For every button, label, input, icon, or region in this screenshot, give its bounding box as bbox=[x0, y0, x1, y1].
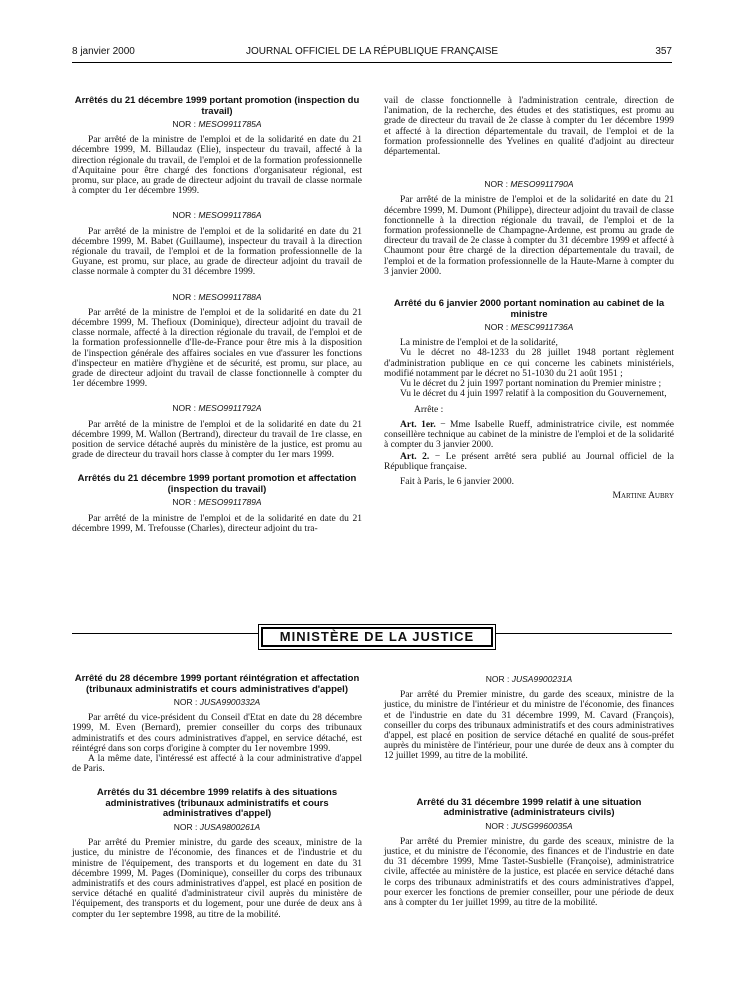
page-header bbox=[72, 46, 672, 60]
nor-reference: NOR : MESC9911736A bbox=[484, 322, 574, 333]
section-title: Arrêté du 6 janvier 2000 portant nomination au cabinet de la ministre bbox=[393, 298, 665, 320]
visa-paragraph: Vu le décret du 4 juin 1997 relatif à la composition du Gouvernement, bbox=[400, 389, 667, 400]
nor-reference: NOR : MESO9911790A bbox=[484, 179, 574, 190]
nor-reference: NOR : JUSA9800261A bbox=[173, 821, 261, 832]
section-title: Arrêté du 28 décembre 1999 portant réintégration et affectation (tribunaux administratifs et cours administratives d'appel) bbox=[74, 673, 360, 695]
nor-reference: NOR : MESO9911785A bbox=[172, 119, 262, 129]
issue-date: 8 janvier 2000 bbox=[72, 46, 135, 57]
header-rule bbox=[72, 62, 672, 63]
decree-paragraph: Par arrêté de la ministre de l'emploi et de la solidarité en date du 21 décembre 1999, M. Babet (Guillaume), inspecteur du travail à la direction régionale du travail, de l'emploi et de la formation professionnelle de la Guyane, est promu, sur place, au grade de directeur adjoint du travail de classe normale à compter du 31 décembre 1999. bbox=[72, 226, 362, 278]
decree-paragraph: Par arrêté du vice-président du Conseil d'Etat en date du 28 décembre 1999, M. Even (Bernard), premier conseiller du corps des tribunaux administratifs et des cours administratives d'appel, en service détaché, est réintégré dans son corps d'origine à compter du 1er novembre 1999. bbox=[72, 713, 362, 754]
visa-paragraph: Vu le décret no 48-1233 du 28 juillet 1948 portant règlement d'administration publique en ce qui concerne les cabinets ministériels, modifié notamment par le décret no 51-1030 du 21 août 1951 ; bbox=[384, 348, 674, 379]
decree-paragraph: Par arrêté du Premier ministre, du garde des sceaux, ministre de la justice, du ministre de l'économie, des finances et de l'industrie et du ministre de l'équipement, des transports et du logement en date du 31 décembre 1999, M. Pages (Dominique), conseiller du corps des tribunaux administratifs et des cours administratives d'appel, est placé en position de service détaché en qualité d'administrateur civil auprès du ministère de l'équipement, des transports et du logement, pour une durée de deux ans à compter du 1er septembre 1998, au titre de la mobilité. bbox=[72, 838, 362, 920]
arrete-line: Arrête : bbox=[414, 405, 444, 416]
decree-paragraph: Par arrêté de la ministre de l'emploi et de la solidarité en date du 21 décembre 1999, M. Thefioux (Dominique), directeur adjoint du travail de classe normale, affecté à la direction régionale du travail, de l'emploi et de la formation professionnelle d'Ile-de-France pour être mis à la disposition de l'inspection générale des affaires sociales en vue d'assurer les fonctions d'inspecteur en matière d'hygiène et de sécurité, est promu, sur place, au grade de directeur adjoint du travail de classe fonctionnelle à compter du 1er décembre 1999. bbox=[72, 307, 362, 390]
nor-reference: NOR : JUSG9960035A bbox=[485, 820, 573, 831]
nor-reference: NOR : MESO9911789A bbox=[172, 497, 262, 508]
article-1: Art. 1er. − Mme Isabelle Rueff, administratrice civile, est nommée conseillère technique au cabinet de la ministre de l'emploi et de la solidarité à compter du 3 janvier 2000. bbox=[384, 419, 674, 451]
journal-title: JOURNAL OFFICIEL DE LA RÉPUBLIQUE FRANÇAISE bbox=[245, 46, 499, 57]
right-column-bottom bbox=[384, 674, 674, 908]
ministry-heading-box bbox=[258, 624, 496, 650]
signature-place-date: Fait à Paris, le 6 janvier 2000. bbox=[400, 476, 514, 487]
continued-paragraph: vail de classe fonctionnelle à l'administration centrale, direction de l'animation, de la recherche, des études et des statistiques, est promu au grade de directeur du travail de 2e classe à compter du 1er décembre 1999 et affecté à la direction départementale du travail, de l'emploi et de la formation professionnelle des Yvelines en qualité d'adjoint au directeur départemental. bbox=[384, 96, 674, 158]
ministry-heading: MINISTÈRE DE LA JUSTICE bbox=[261, 627, 493, 647]
section-title: Arrêté du 31 décembre 1999 relatif à une situation administrative (administrateurs civils) bbox=[416, 796, 642, 819]
decree-paragraph: Par arrêté du Premier ministre, du garde des sceaux, ministre de la justice, du ministre de l'intérieur et du ministre de l'économie, des finances et de l'industrie en date du 31 décembre 1999, M. Cavard (François), conseiller du corps des tribunaux administratifs et des cours administratives d'appel, est placé en position de service détaché en qualité de sous-préfet auprès du ministère de l'intérieur, pour une durée de deux ans à compter du 12 juillet 1999, au titre de la mobilité. bbox=[384, 690, 674, 762]
nor-reference: NOR : MESO9911792A bbox=[172, 403, 262, 414]
section-title: Arrêtés du 31 décembre 1999 relatifs à des situations administratives (tribunaux administratifs et cours administratives d'appel) bbox=[96, 787, 338, 820]
nor-reference: NOR : MESO9911788A bbox=[172, 291, 262, 302]
visa-paragraph: Vu le décret du 2 juin 1997 portant nomination du Premier ministre ; bbox=[400, 379, 662, 390]
article-2: Art. 2. − Le présent arrêté sera publié au Journal officiel de la République française. bbox=[384, 452, 674, 473]
decree-paragraph: Par arrêté du Premier ministre, du garde des sceaux, ministre de la justice, et du ministre de l'économie, des finances et de l'industrie en date du 31 décembre 1999, Mme Tastet-Susbielle (Françoise), administratrice civile, affectée au ministère de la justice, est placée en service détaché dans le corps des tribunaux administratifs et des cours administratives d'appel, pour exercer les fonctions de premier conseiller, pour une période de deux ans à compter du 1er juillet 1999, au titre de la mobilité. bbox=[384, 836, 674, 909]
decree-paragraph: Par arrêté de la ministre de l'emploi et de la solidarité en date du 21 décembre 1999, M. Dumont (Philippe), directeur adjoint du travail de classe fonctionnelle à la direction régionale du travail, de l'emploi et de la formation professionnelle de Champagne-Ardenne, est promu au grade de directeur du travail de 2e classe à compter du 31 décembre 1999 et affecté à Chaumont pour être chargé de la direction départementale du travail, de l'emploi et de la formation professionnelle de la Haute-Marne à compter du 3 janvier 2000. bbox=[384, 195, 674, 277]
decree-paragraph: A la même date, l'intéressé est affecté à la cour administrative d'appel de Paris. bbox=[72, 754, 362, 775]
signatory-name: Martine Aubry bbox=[612, 490, 674, 501]
decree-paragraph: Par arrêté de la ministre de l'emploi et de la solidarité en date du 21 décembre 1999, M. Wallon (Bertrand), directeur du travail de 1re classe, en position de service détaché auprès du ministère de la justice, est promu au grade de directeur du travail hors classe à compter du 1er mars 1999. bbox=[72, 419, 362, 461]
section-title: Arrêtés du 21 décembre 1999 portant promotion et affectation (inspection du travail) bbox=[77, 473, 357, 495]
left-column-top bbox=[72, 96, 362, 534]
nor-reference: NOR : JUSA9900231A bbox=[485, 674, 573, 684]
right-column-top bbox=[384, 96, 674, 501]
nor-reference: NOR : MESO9911786A bbox=[172, 210, 262, 221]
nor-reference: NOR : JUSA9900332A bbox=[173, 697, 261, 707]
decree-paragraph: Par arrêté de la ministre de l'emploi et de la solidarité en date du 21 décembre 1999, M. Trefousse (Charles), directeur adjoint du tra- bbox=[72, 513, 362, 534]
decree-intro: La ministre de l'emploi et de la solidarité, bbox=[400, 338, 558, 349]
section-title: Arrêtés du 21 décembre 1999 portant promotion (inspection du travail) bbox=[74, 95, 360, 117]
page-number: 357 bbox=[655, 46, 672, 57]
decree-paragraph: Par arrêté de la ministre de l'emploi et de la solidarité en date du 21 décembre 1999, M. Billaudaz (Elie), inspecteur du travail, affecté à la direction régionale du travail, de l'emploi et de la formation professionnelle d'Aquitaine pour être chargé des fonctions d'organisateur régional, est promu, sur place, au grade de directeur adjoint du travail de classe normale à compter du 1er décembre 1999. bbox=[72, 135, 362, 197]
left-column-bottom bbox=[72, 674, 362, 920]
